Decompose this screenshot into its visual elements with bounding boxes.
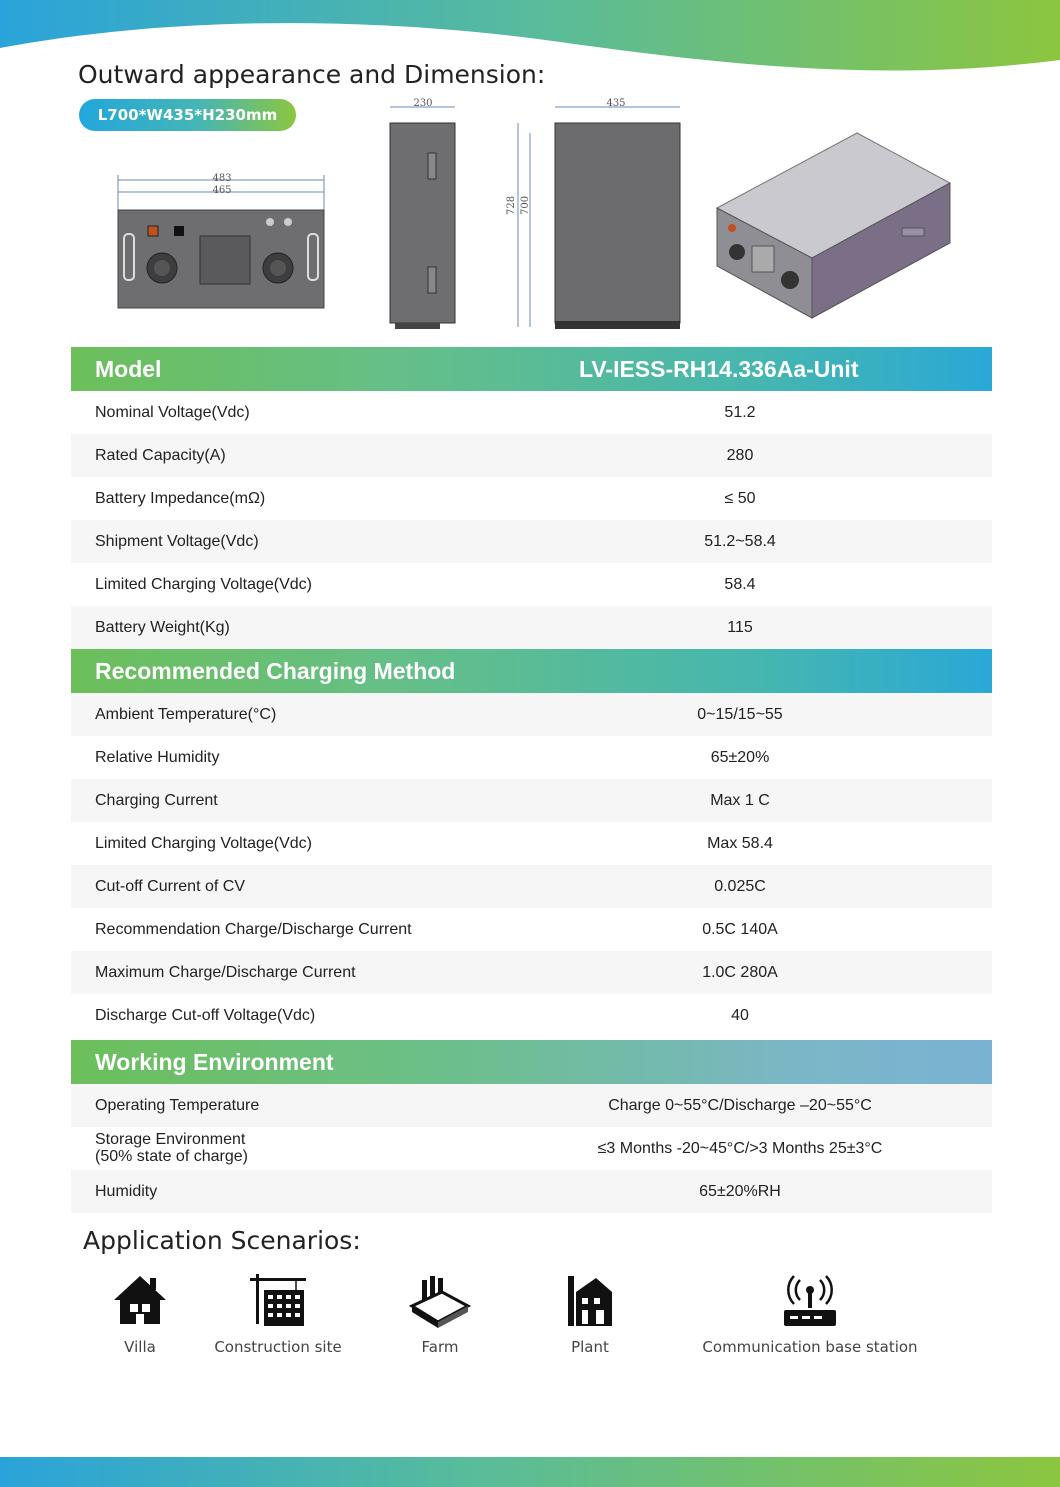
row-label: Recommendation Charge/Discharge Current [95, 921, 412, 938]
row-label [95, 1131, 248, 1165]
environment-title: Working Environment [95, 1049, 334, 1075]
table-row [71, 822, 992, 865]
table-row [71, 606, 992, 649]
row-value: Max 58.4 [707, 835, 773, 852]
row-value: Max 1 C [710, 792, 770, 809]
row-label: Maximum Charge/Discharge Current [95, 964, 356, 981]
table-row [71, 434, 992, 477]
row-value: ≤ 50 [724, 490, 756, 507]
row-value: 0.025C [714, 878, 766, 895]
row-value: 1.0C 280A [702, 964, 778, 981]
row-value: 0.5C 140A [702, 921, 778, 938]
top-dim-728: 728 [506, 195, 517, 215]
row-value: 0~15/15~55 [697, 706, 783, 723]
app-item-construction [203, 1270, 353, 1356]
isometric-product-view [712, 128, 952, 323]
table-row [71, 908, 992, 951]
side-view-drawing [385, 95, 460, 335]
table-row [71, 693, 992, 736]
app-label: Construction site [214, 1338, 342, 1356]
row-label: Operating Temperature [95, 1097, 260, 1114]
construction-crane-icon [246, 1270, 310, 1330]
row-label: Nominal Voltage(Vdc) [95, 404, 250, 421]
row-value: ≤3 Months -20~45°C/>3 Months 25±3°C [597, 1140, 883, 1157]
top-view-drawing [508, 95, 688, 335]
model-header [71, 347, 992, 391]
row-value: 65±20%RH [699, 1183, 781, 1200]
model-value: LV-IESS-RH14.336Aa-Unit [579, 356, 859, 382]
app-label: Villa [124, 1338, 156, 1356]
row-label: Discharge Cut-off Voltage(Vdc) [95, 1007, 316, 1024]
row-label: Limited Charging Voltage(Vdc) [95, 835, 313, 852]
appearance-title: Outward appearance and Dimension: [78, 60, 546, 89]
row-value: Charge 0~55°C/Discharge –20~55°C [608, 1097, 872, 1114]
table-row [71, 951, 992, 994]
model-label: Model [95, 356, 162, 382]
row-label: Rated Capacity(A) [95, 447, 226, 464]
model-spec-table [71, 347, 992, 649]
row-label: Limited Charging Voltage(Vdc) [95, 576, 313, 593]
antenna-tower-icon [780, 1270, 840, 1330]
bottom-decoration-bar [0, 1457, 1060, 1487]
row-label: Shipment Voltage(Vdc) [95, 533, 259, 550]
app-item-base-station [690, 1270, 930, 1356]
charging-header [71, 649, 992, 693]
row-label: Battery Weight(Kg) [95, 619, 230, 636]
row-value: 280 [726, 447, 754, 464]
row-label: Cut-off Current of CV [95, 878, 245, 895]
applications-list [0, 1270, 1060, 1370]
app-item-plant [550, 1270, 630, 1356]
front-dim-483: 483 [212, 173, 232, 184]
applications-title: Application Scenarios: [83, 1226, 361, 1255]
factory-icon [562, 1270, 618, 1330]
table-row [71, 477, 992, 520]
house-icon [110, 1270, 170, 1330]
app-label: Plant [571, 1338, 609, 1356]
dimension-badge: L700*W435*H230mm [79, 99, 296, 131]
table-row [71, 1127, 992, 1170]
top-dim-700: 700 [520, 195, 531, 215]
table-row [71, 994, 992, 1037]
row-value: 115 [727, 619, 753, 636]
farm-icon [408, 1270, 472, 1330]
row-value: 65±20% [710, 749, 770, 766]
row-value: 51.2~58.4 [704, 533, 776, 550]
top-dim-435: 435 [606, 98, 626, 109]
table-row [71, 1084, 992, 1127]
row-label: Charging Current [95, 792, 218, 809]
table-row [71, 1170, 992, 1213]
environment-header [71, 1040, 992, 1084]
table-row [71, 736, 992, 779]
row-label: Battery Impedance(mΩ) [95, 490, 266, 507]
row-label-line2: (50% state of charge) [95, 1148, 248, 1165]
row-label: Humidity [95, 1183, 158, 1200]
row-label-line1: Storage Environment [95, 1131, 246, 1148]
row-label: Relative Humidity [95, 749, 220, 766]
table-row [71, 865, 992, 908]
row-label: Ambient Temperature(°C) [95, 706, 277, 723]
app-label: Farm [421, 1338, 459, 1356]
table-row [71, 391, 992, 434]
charging-title: Recommended Charging Method [95, 658, 456, 684]
row-value: 51.2 [724, 404, 756, 421]
app-label: Communication base station [702, 1338, 918, 1356]
front-dim-465: 465 [212, 185, 232, 196]
side-dim-230: 230 [413, 98, 433, 109]
table-row [71, 563, 992, 606]
charging-spec-table [71, 649, 992, 1037]
table-row [71, 520, 992, 563]
app-item-farm [400, 1270, 480, 1356]
row-value: 58.4 [724, 576, 756, 593]
front-view-drawing [110, 170, 330, 315]
environment-spec-table [71, 1040, 992, 1213]
row-value: 40 [731, 1007, 749, 1024]
app-item-villa [100, 1270, 180, 1356]
table-row [71, 779, 992, 822]
